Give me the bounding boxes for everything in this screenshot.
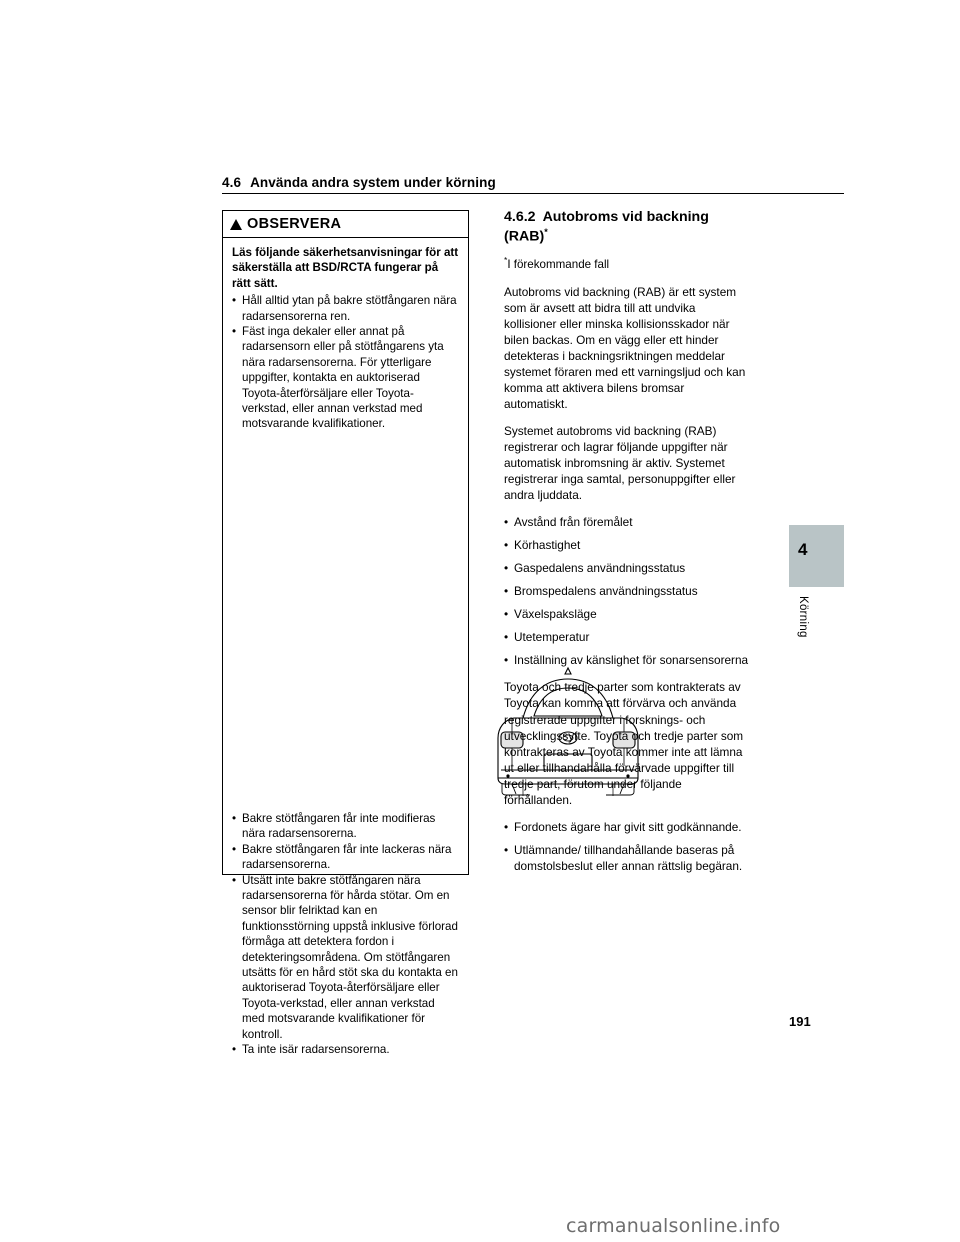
section-heading-text: Autobroms vid backning (RAB) — [504, 209, 709, 245]
chapter-tab-label: Körning — [797, 596, 809, 638]
warning-body-top — [223, 239, 468, 432]
warning-bullets-top — [232, 293, 460, 432]
warning-title-bar — [223, 211, 468, 238]
right-column — [504, 208, 749, 885]
conditions-list — [504, 819, 749, 874]
footnote-line — [504, 255, 749, 273]
list-item: • Fäst inga dekaler eller annat på radarsensorn eller på stötfångarens yta nära radarsensorerna. För ytterligare uppgifter, kontakta en auktoriserad Toyota-återförsäljare eller Toyota-verkstad, eller annan verkstad med motsvarande kvalifikationer. — [232, 324, 460, 432]
list-item: • Inställning av känslighet för sonarsensorerna — [504, 652, 749, 668]
list-item: • Håll alltid ytan på bakre stötfångaren nära radarsensorerna ren. — [232, 293, 460, 324]
recorded-data-list — [504, 514, 749, 668]
section-heading — [504, 208, 749, 246]
header-title: Använda andra system under körning — [250, 175, 496, 190]
body-paragraph-3: Toyota och tredje parter som kontrakterats av Toyota kan komma att förvärva och använda registrerade uppgifter i forsknings- och utvecklingssyfte. Toyota och tredje parter som kontrakteras av Toyota kommer inte att lämna ut eller tillhandahålla förvärvade uppgifter till tredje part, förutom under följande förhållanden. — [504, 680, 744, 807]
chapter-tab-number: 4 — [798, 540, 808, 559]
page-number: 191 — [789, 1014, 811, 1029]
warning-body-bottom — [223, 811, 468, 1058]
body-paragraph-2: Systemet autobroms vid backning (RAB) registrerar och lagrar följande uppgifter när automatisk inbromsning är aktiv. Systemet registrerar inga samtal, personuppgifter eller andra ljuddata. — [504, 424, 736, 503]
footnote-text: I förekommande fall — [507, 258, 610, 272]
footnote-marker: * — [504, 255, 508, 266]
list-item: • Utsätt inte bakre stötfångaren nära radarsensorerna för hårda stötar. Om en sensor blir felriktad kan en funktionsstörning uppstå inklusive förlorad förmåga att detektera fordon i detekteringsområdena. Om stötfångaren utsätts för en hård stöt ska du kontakta en auktoriserad Toyota-återförsäljare eller Toyota-verkstad, eller annan verkstad med motsvarande kvalifikationer för kontroll. — [232, 873, 460, 1042]
warning-box — [222, 210, 469, 1057]
list-item: • Avstånd från föremålet — [504, 514, 749, 530]
header-section-number: 4.6 — [222, 175, 242, 190]
list-item: • Utlämnande/ tillhandahållande baseras på domstolsbeslut eller annan rättslig begäran. — [504, 842, 749, 874]
list-item: • Bromspedalens användningsstatus — [504, 583, 749, 599]
list-item: • Växelspaksläge — [504, 606, 749, 622]
header-divider — [222, 193, 844, 194]
list-item: • Bakre stötfångaren får inte lackeras nära radarsensorerna. — [232, 842, 460, 873]
warning-title: OBSERVERA — [247, 216, 342, 232]
section-heading-footnote-marker: * — [544, 226, 548, 237]
page-header — [222, 175, 832, 190]
watermark: carmanualsonline.info — [566, 1215, 781, 1237]
section-heading-number: 4.6.2 — [504, 209, 536, 225]
warning-lead-text: Läs följande säkerhetsanvisningar för att säkerställa att BSD/RCTA fungerar på rätt sätt. — [232, 246, 459, 290]
list-item: • Körhastighet — [504, 537, 749, 553]
warning-triangle-icon — [230, 219, 242, 230]
list-item: • Bakre stötfångaren får inte modifieras nära radarsensorerna. — [232, 811, 460, 842]
warning-bullets-bottom — [232, 811, 460, 1058]
list-item: • Utetemperatur — [504, 629, 749, 645]
list-item: • Fordonets ägare har givit sitt godkännande. — [504, 819, 749, 835]
list-item: • Gaspedalens användningsstatus — [504, 560, 749, 576]
list-item: • Ta inte isär radarsensorerna. — [232, 1042, 460, 1057]
body-paragraph-1: Autobroms vid backning (RAB) är ett system som är avsett att bidra till att undvika kollisioner eller minska kollisionsskador när bilen backas. Om en vägg eller ett hinder detekteras i backningsriktningen meddelar systemet föraren med ett varningsljud och kan komma att aktivera bilens bromsar automatiskt. — [504, 284, 746, 412]
